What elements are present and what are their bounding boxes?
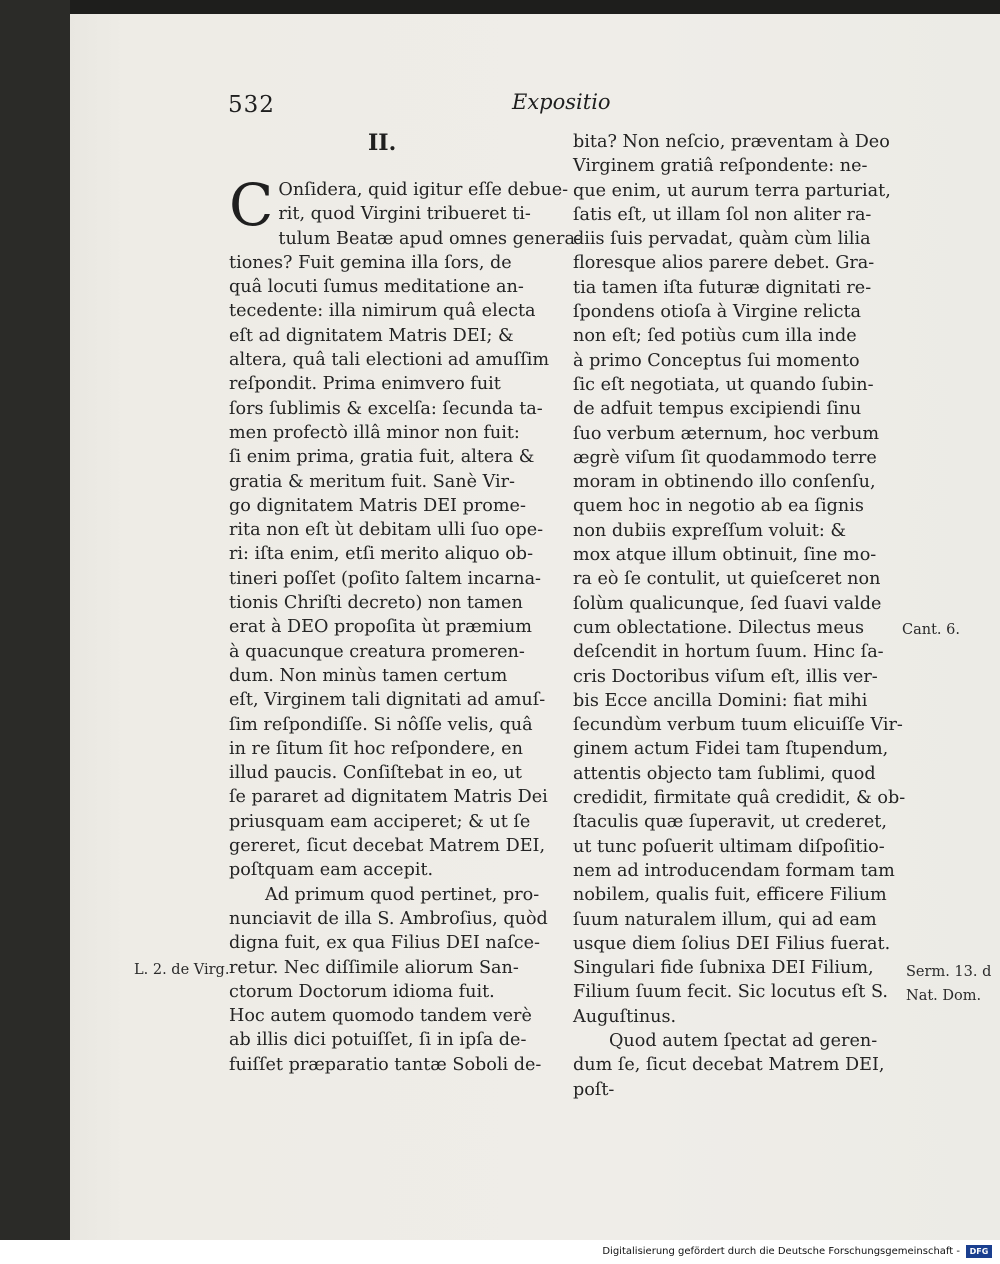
text-line: tiones? Fuit gemina illa ſors, de [229,252,512,273]
running-head: Expositio [512,90,611,114]
text-line: eſt ad dignitatem Matris DEI; & [229,325,514,346]
scan-left-edge [0,0,70,1240]
text-line: ra eò ſe contulit, ut quieſceret non [573,569,881,590]
text-line: usque diem ſolius DEI Filius fuerat. [573,933,891,954]
text-line: gereret, ſicut decebat Matrem DEI, [229,836,546,857]
text-line: Singulari fide ſubnixa DEI Filium, [573,958,874,979]
margin-note-sermon-line1: Serm. 13. d [906,964,992,980]
text-line: deſcendit in hortum ſuum. Hinc ſa- [573,642,884,663]
text-line: de adfuit tempus excipiendi ſinu [573,399,862,420]
left-text-column [229,171,581,1077]
text-line: ri: iſta enim, etſi merito aliquo ob- [229,544,534,565]
text-line: reſpondit. Prima enimvero fuit [229,374,501,395]
text-line: dum ſe, ſicut decebat Matrem DEI, [573,1055,885,1076]
text-line: tulum Beatæ apud omnes genera- [278,228,581,249]
margin-note-sermon-line2: Nat. Dom. [906,988,982,1004]
text-line: ginem actum Fidei tam ſtupendum, [573,739,889,760]
margin-note-ambrosius: L. 2. de Virg. [134,962,230,978]
text-line: cris Doctoribus viſum eſt, illis ver- [573,666,878,687]
text-line: illud paucis. Conſiſtebat in eo, ut [229,763,522,784]
text-line: Quod autem ſpectat ad geren- [609,1030,878,1051]
text-line: ut tunc poſuerit ultimam diſpoſitio- [573,836,885,857]
text-line: Hoc autem quomodo tandem verè [229,1006,532,1027]
text-line: que enim, ut aurum terra parturiat, [573,180,891,201]
text-line: tionis Chriſti decreto) non tamen [229,593,523,614]
text-line: poſtquam eam accepit. [229,860,434,881]
page-number: 532 [228,92,275,118]
text-line: ſic eſt negotiata, ut quando ſubin- [573,374,874,395]
dfg-logo: DFG [966,1245,992,1258]
text-line: non eſt; ſed potiùs cum illa inde [573,326,857,347]
text-line: Ad primum quod pertinet, pro- [265,884,540,905]
text-line: go dignitatem Matris DEI prome- [229,495,526,516]
text-line: ægrè viſum ſit quodammodo terre [573,447,877,468]
text-line: moram in obtinendo illo conſenſu, [573,472,876,493]
text-line: ſi enim prima, gratia fuit, altera & [229,447,535,468]
text-line: cum oblectatione. Dilectus meus [573,617,865,638]
text-line: ſuum naturalem illum, qui ad eam [573,909,877,930]
text-line: nem ad introducendam formam tam [573,860,895,881]
text-line: nobilem, qualis fuit, efficere Filium [573,885,887,906]
text-line: tineri poſſet (poſito ſaltem incarna- [229,568,541,589]
text-line: tia tamen iſta futuræ dignitati re- [573,277,872,298]
digitization-footer [0,1240,1000,1264]
text-line: ſors ſublimis & excelſa: ſecunda ta- [229,398,543,419]
text-line: ſolùm qualicunque, ſed ſuavi valde [573,593,882,614]
section-number: II. [368,130,397,156]
text-line: Filium ſuum fecit. Sic locutus eſt S. [573,982,888,1003]
right-text-column [573,130,906,1102]
drop-cap: C [229,171,274,239]
text-line: ſim reſpondiſſe. Si nôſſe velis, quâ [229,714,533,735]
text-line: non dubiis expreſſum voluit: & [573,520,846,541]
text-line: eſt, Virginem tali dignitati ad amuſ- [229,690,546,711]
text-line: Onſidera, quid igitur eſſe debue- [278,180,569,200]
text-line: bita? Non neſcio, præventam à Deo [573,132,890,152]
text-line: rita non eſt ùt debitam ulli ſuo ope- [229,520,544,541]
text-line: Virginem gratiâ reſpondente: ne- [573,156,868,177]
text-line: ſatis eſt, ut illam ſol non aliter ra- [573,204,872,225]
text-line: ſuo verbum æternum, hoc verbum [573,423,880,444]
text-line: men profectò illâ minor non fuit: [229,422,520,443]
text-line: à quacunque creatura promeren- [229,641,525,662]
text-line: quem hoc in negotio ab ea ſignis [573,496,864,517]
text-line: nunciavit de illa S. Ambroſius, quòd [229,908,548,929]
text-line: gratia & meritum fuit. Sanè Vir- [229,471,515,492]
text-line: diis ſuis pervadat, quàm cùm lilia [573,229,871,250]
text-line: bis Ecce ancilla Domini: fiat mihi [573,690,868,711]
text-line: in re ſitum ſit hoc reſpondere, en [229,738,523,759]
text-line: à primo Conceptus ſui momento [573,350,860,371]
text-line: ſpondens otioſa à Virgine relicta [573,302,862,323]
footer-credit: Digitalisierung gefördert durch die Deutsche Forschungsgemeinschaft - [602,1246,960,1257]
text-line: rit, quod Virgini tribueret ti- [278,204,531,225]
text-line: quâ locuti ſumus meditatione an- [229,277,524,298]
text-line: fuiſſet præparatio tantæ Soboli de- [229,1054,542,1075]
text-line: ſe pararet ad dignitatem Matris Dei [229,787,548,808]
text-line: Auguſtinus. [573,1006,677,1027]
text-line: ctorum Doctorum idioma fuit. [229,981,495,1002]
text-line: ab illis dici potuiſſet, ſi in ipſa de- [229,1030,527,1051]
text-line: digna fuit, ex qua Filius DEI naſce- [229,933,540,954]
scan-top-edge [0,0,1000,14]
text-line: credidit, firmitate quâ credidit, & ob- [573,788,906,809]
text-line: tecedente: illa nimirum quâ electa [229,301,536,322]
text-line: ſtaculis quæ ſuperavit, ut crederet, [573,812,887,833]
text-line: attentis objecto tam ſublimi, quod [573,763,876,784]
text-line: retur. Nec diſſimile aliorum San- [229,957,519,978]
text-line: erat à DEO propoſita ùt præmium [229,617,532,638]
text-line: dum. Non minùs tamen certum [229,665,508,686]
text-line: poſt- [573,1079,615,1100]
text-line: altera, quâ tali electioni ad amuſſim [229,350,550,371]
text-line: mox atque illum obtinuit, ſine mo- [573,545,877,566]
margin-note-canticle: Cant. 6. [902,622,960,638]
text-line: priusquam eam acciperet; & ut ſe [229,811,531,832]
text-line: ſecundùm verbum tuum elicuiſſe Vir- [573,715,903,736]
text-line: floresque alios parere debet. Gra- [573,253,875,274]
